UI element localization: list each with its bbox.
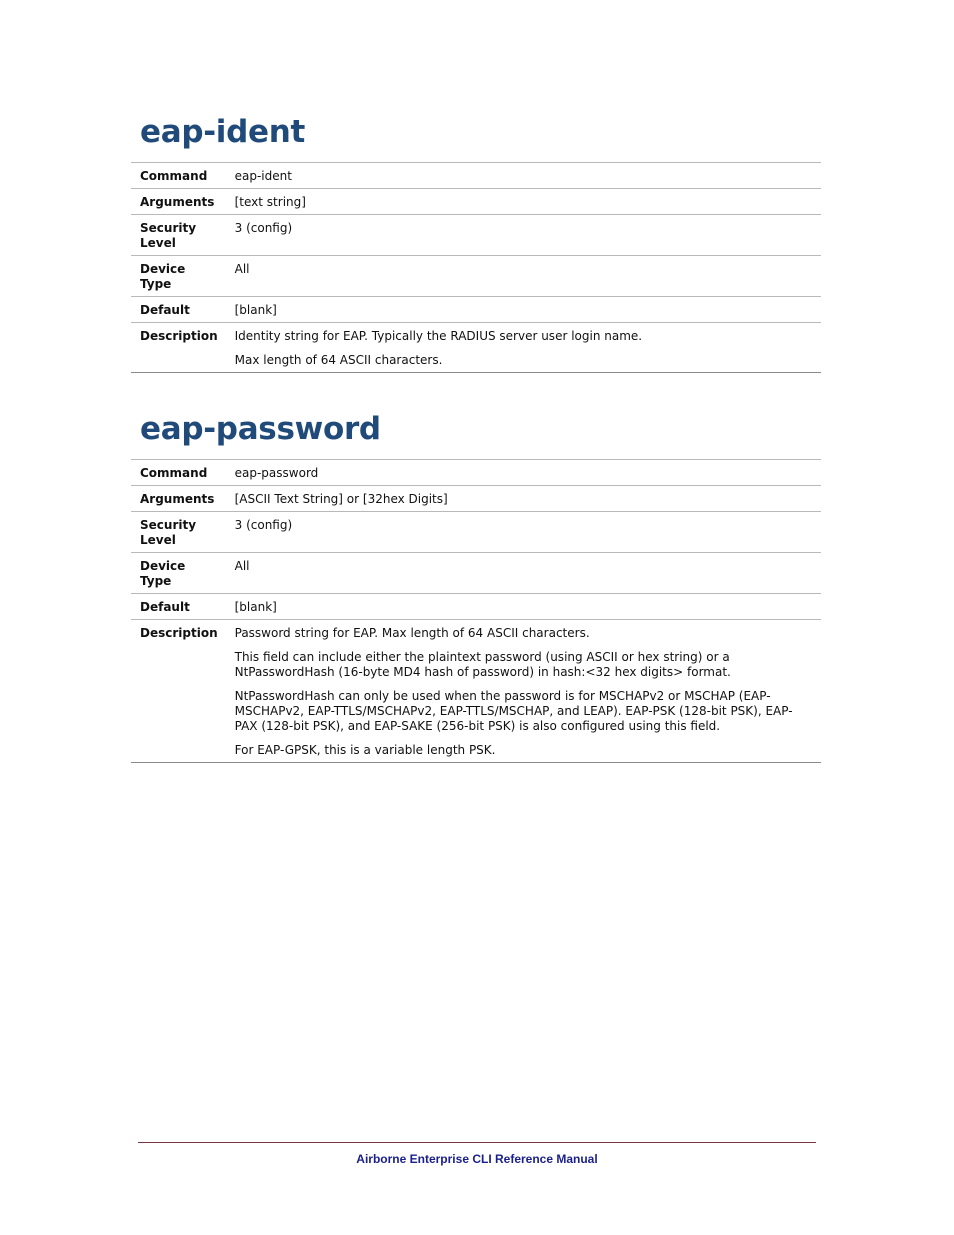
row-text: For EAP-GPSK, this is a variable length PSK. (234, 743, 496, 757)
row-text: NtPasswordHash can only be used when the password is for MSCHAPv2 or MSCHAP (EAP-MSCHAPv2, EAP-TTLS/MSCHAPv2, EAP-TTLS/MSCHAP, and LEAP). EAP-PSK (128-bit PSK), EAP-PAX (128-bit PSK), and EAP-SAKE (256-bit PSK) is also configured using this field. (234, 689, 793, 733)
row-value (226, 189, 821, 215)
row-label: Security Level (140, 221, 197, 250)
section-title: eap-ident (140, 114, 306, 150)
row-text: eap-ident (234, 169, 292, 183)
row-value (226, 620, 821, 763)
table-row (131, 486, 821, 512)
row-label: Device Type (140, 559, 186, 588)
table-row (131, 256, 821, 297)
row-label: Command (140, 169, 208, 183)
row-label: Description (140, 626, 218, 640)
row-text: Identity string for EAP. Typically the RADIUS server user login name. (234, 329, 643, 343)
row-label: Security Level (140, 518, 197, 547)
command-table (131, 162, 821, 373)
row-value (226, 297, 821, 323)
table-row (131, 297, 821, 323)
footer-title: Airborne Enterprise CLI Reference Manual (356, 1152, 598, 1166)
row-text: eap-password (234, 466, 319, 480)
row-text: [blank] (234, 303, 277, 317)
row-text: All (234, 559, 250, 573)
row-text: 3 (config) (234, 518, 293, 532)
row-value (226, 163, 821, 189)
row-label: Arguments (140, 492, 215, 506)
row-value (226, 594, 821, 620)
row-label: Command (140, 466, 208, 480)
table-row (131, 594, 821, 620)
row-value (226, 460, 821, 486)
row-text: All (234, 262, 250, 276)
table-row (131, 323, 821, 373)
command-table (131, 459, 821, 763)
row-text: [blank] (234, 600, 277, 614)
table-row (131, 460, 821, 486)
section-title: eap-password (140, 411, 381, 447)
row-text: [text string] (234, 195, 306, 209)
row-text: 3 (config) (234, 221, 293, 235)
row-label: Default (140, 303, 190, 317)
row-label: Description (140, 329, 218, 343)
row-value (226, 486, 821, 512)
table-row (131, 512, 821, 553)
row-value (226, 256, 821, 297)
row-value (226, 323, 821, 373)
row-value (226, 553, 821, 594)
row-label: Default (140, 600, 190, 614)
table-row (131, 189, 821, 215)
row-text: This field can include either the plaintext password (using ASCII or hex string) or a NtPasswordHash (16-byte MD4 hash of password) in hash:<32 hex digits> format. (234, 650, 731, 679)
table-row (131, 215, 821, 256)
section-eap-ident (131, 114, 821, 373)
row-text: [ASCII Text String] or [32hex Digits] (234, 492, 448, 506)
row-value (226, 512, 821, 553)
footer-divider (138, 1142, 816, 1143)
row-label: Arguments (140, 195, 215, 209)
table-row (131, 620, 821, 763)
row-value (226, 215, 821, 256)
section-eap-password (131, 411, 821, 763)
table-row (131, 163, 821, 189)
row-text: Password string for EAP. Max length of 64 ASCII characters. (234, 626, 590, 640)
table-row (131, 553, 821, 594)
row-label: Device Type (140, 262, 186, 291)
row-text: Max length of 64 ASCII characters. (234, 353, 443, 367)
